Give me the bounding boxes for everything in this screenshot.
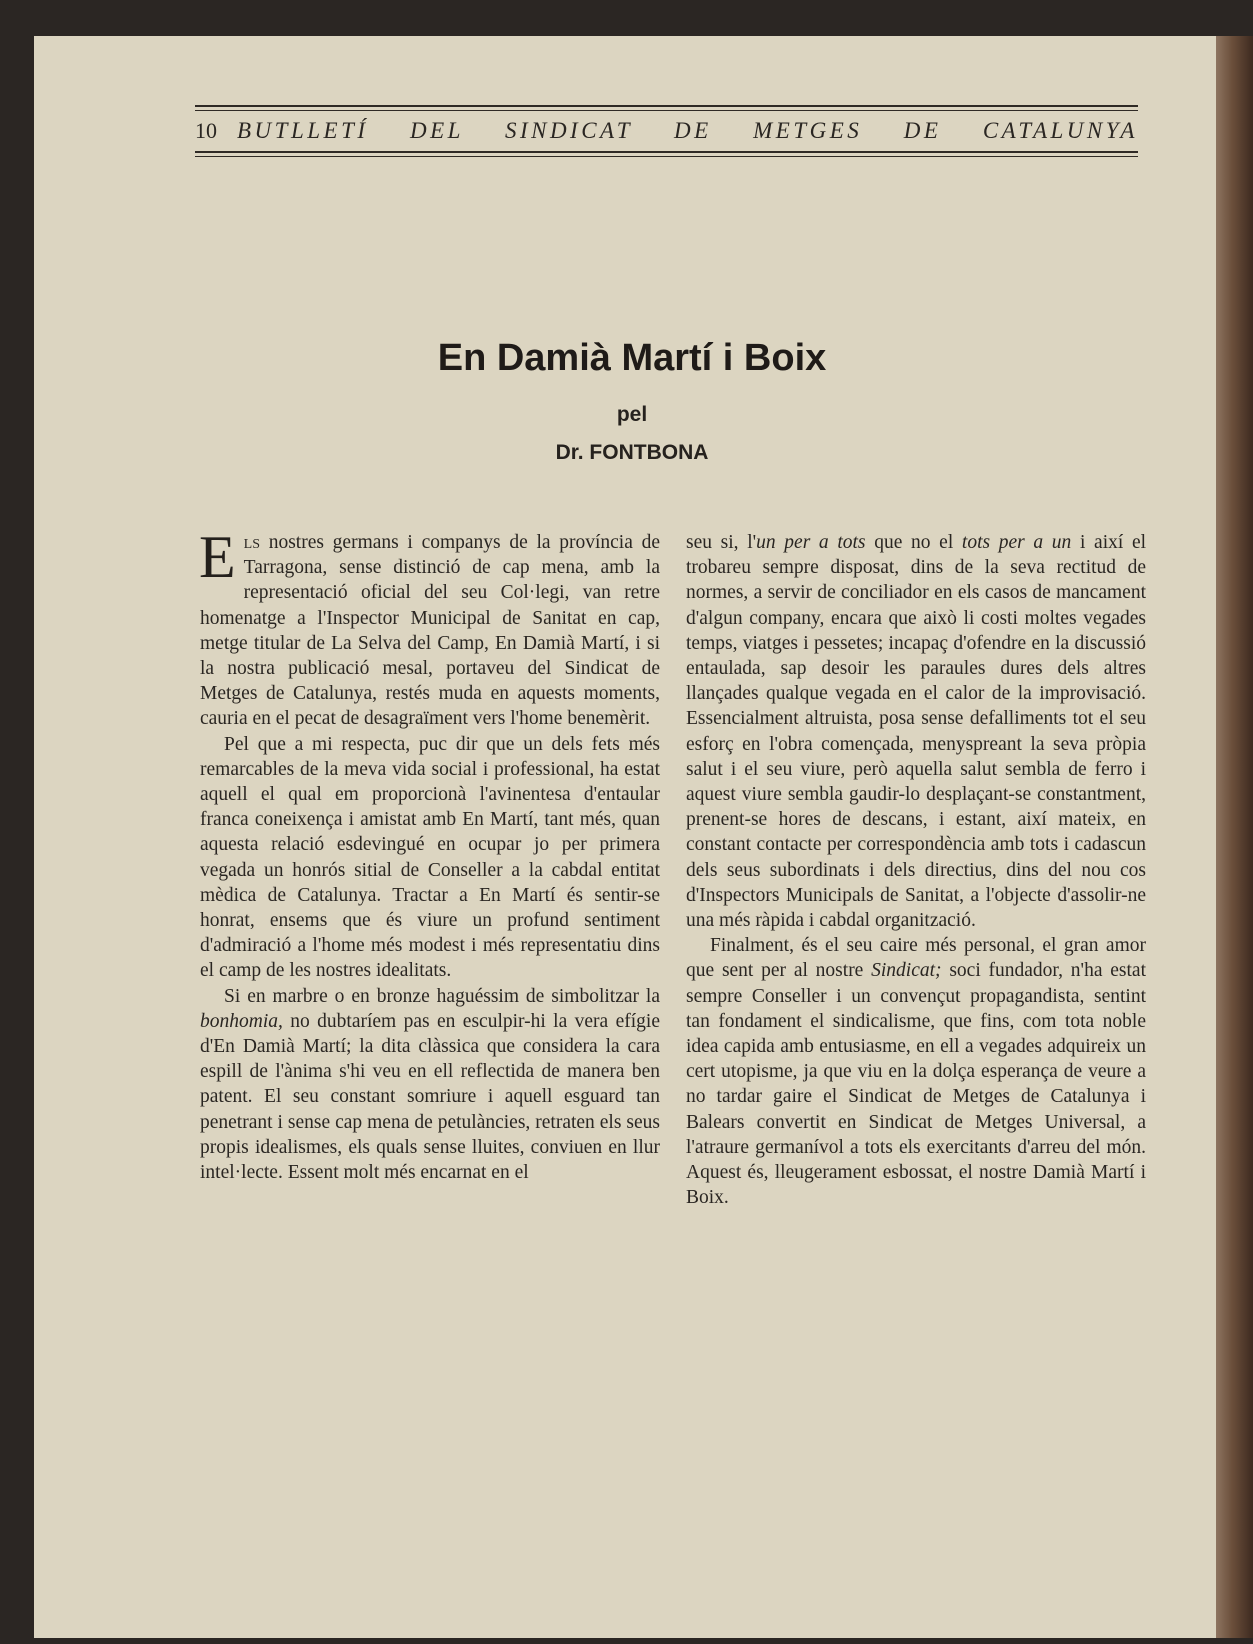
emphasis-text: un per a tots: [756, 532, 866, 553]
paragraph-text: i així el trobareu sempre disposat, dins de la seva rectitud de normes, a servir de conciliador en els casos de mancament d'algun company, encara que això li costi moltes vegades temps, viatges i pessetes; incapaç d'ofendre en la discussió entaulada, sap desoir les paraules dures dels altres llançades qualque vegada en el calor de la improvisació. Essencialment altruista, posa sense defalliments tot el seu esforç en l'obra començada, menyspreant la seva pròpia salut i el seu viure, però aquella salut sembla de ferro i aquest viure sembla gaudir-lo desplaçant-se constantment, prenent-se hores de descans, i estant, així mateix, en constant contacte per correspondència amb tots i cadascun dels seus subordinats i dels directius, dins del nou cos d'Inspectors Municipals de Sanitat, a l'objecte d'assolir-ne una més ràpida i cabdal organització.: [686, 532, 1147, 932]
paragraph: Pel que a mi respecta, puc dir que un dels fets més remarcables de la meva vida social i professional, ha estat aquell el qual em proporcionà l'avinentesa d'entaular franca coneixença i amistat amb En Martí, tant més, quan aquesta relació esdevingué en ocupar jo per primera vegada un honrós sitial de Conseller a la cabdal entitat mèdica de Catalunya. Tractar a En Martí és sentir-se honrat, ensems que és viure un profund sentiment d'admiració a l'home més modest i més representatiu dins el camp de les nostres idealitats.: [200, 733, 660, 982]
paragraph: [200, 984, 660, 1186]
drop-cap: E: [199, 524, 236, 590]
header-row: [195, 114, 1138, 148]
header-rule-top-thin: [195, 110, 1138, 111]
header-rule-top: [195, 105, 1138, 107]
journal-title: BUTLLETÍ DEL SINDICAT DE METGES DE CATALUNYA: [237, 118, 1138, 143]
emphasis-text: Sindicat;: [871, 960, 942, 982]
paragraph-text: seu si, l': [686, 532, 757, 553]
paragraph-lead: ls: [243, 532, 260, 553]
header-rule-bottom: [195, 151, 1138, 153]
article-byline: pel: [616, 403, 648, 426]
running-header: [195, 105, 1138, 159]
paragraph-text: soci fundador, n'ha estat sempre Conseller i un convençut propagandista, sentint tan fondament el sindicalisme, que fins, com tota noble idea capida amb entusiasme, en ell a vegades adquireix un cert utopisme, ja que viu en la dolça esperança de veure a no tardar gaire el Sindicat de Metges de Catalunya i Balears convertit en Sindicat de Metges Universal, a l'atraure germanívol a tots els exercitants d'arreu del món. Aquest és, lleugerament esbossat, el nostre Damià Martí i Boix.: [686, 960, 1146, 1209]
paragraph-text: nostres germans i companys de la província de Tarragona, sense distinció de cap mena, amb la representació oficial del seu Col·legi, van retre homenatge a l'Inspector Municipal de Sanitat en cap, metge titular de La Selva del Camp, En Damià Martí, i si la nostra publicació mesal, portaveu del Sindicat de Metges de Catalunya, restés muda en aquests moments, cauria en el pecat de desagraïment vers l'home benemèrit.: [200, 532, 660, 730]
text-column-right: [686, 530, 1146, 1210]
header-rule-bottom-thin: [195, 156, 1138, 157]
paragraph: [199, 524, 660, 732]
paragraph-text: no dubtaríem pas en esculpir-hi la vera efígie d'En Damià Martí; la dita clàssica que considera la cara espill de l'ànima s'hi veu en ell reflectida de manera ben patent. El seu constant somriure i aquell esguard tan penetrant i sense cap mena de petulàncies, retraten els seus propis idealismes, els quals sense lluites, conviuen en llur intel·lecte. Essent molt més encarnat en el: [200, 1010, 660, 1184]
text-column-left: [199, 524, 660, 1185]
paragraph: [686, 530, 1146, 933]
paragraph-text: Finalment, és el seu caire més personal, el gran amor que sent per al nostre: [686, 935, 1146, 982]
article-title: En Damià Martí i Boix: [437, 337, 827, 379]
emphasis-text: tots per a un: [961, 532, 1072, 553]
paragraph: [686, 933, 1146, 1210]
page-number: 10: [195, 118, 217, 143]
article-author: Dr. FONTBONA: [555, 441, 709, 464]
paragraph-text: que no el: [865, 532, 962, 553]
emphasis-text: bonhomia,: [200, 1010, 283, 1032]
book-binding-edge: [1216, 36, 1253, 1638]
paragraph-text: Si en marbre o en bronze haguéssim de simbolitzar la: [224, 985, 660, 1007]
